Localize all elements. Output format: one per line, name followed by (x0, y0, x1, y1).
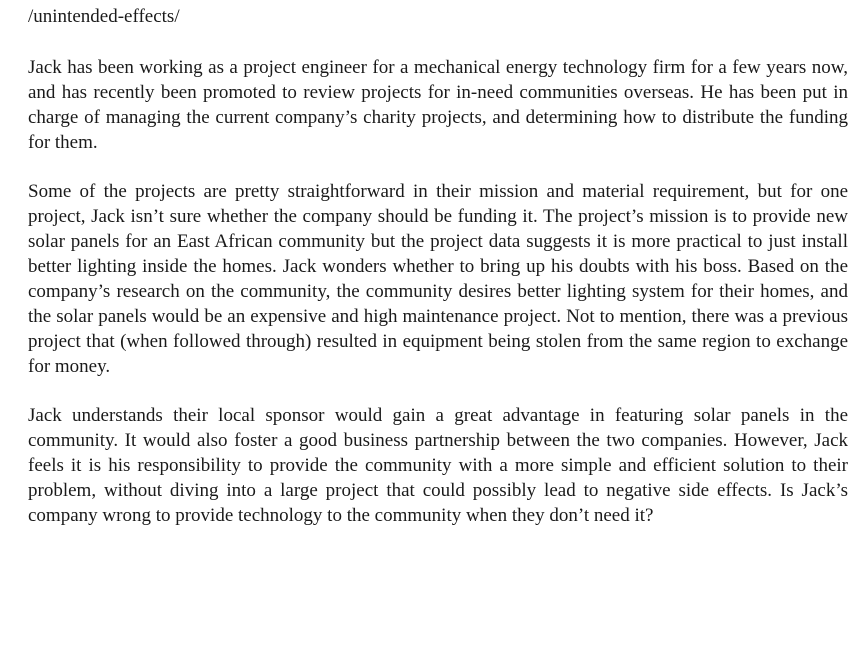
paragraph-2: Some of the projects are pretty straightforward in their mission and material requirement, but for one project, Jack isn’t sure whether the company should be funding it. The project’s mission is to provide new solar panels for an East African community but the project data suggests it is more practical to just install better lighting inside the homes. Jack wonders whether to bring up his doubts with his boss. Based on the company’s research on the community, the community desires better lighting system for their homes, and the solar panels would be an expensive and high maintenance project. Not to mention, there was a previous project that (when followed through) resulted in equipment being stolen from the same region to exchange for money. (28, 181, 848, 377)
paragraph-3: Jack understands their local sponsor would gain a great advantage in featuring solar panels in the community. It would also foster a good business partnership between the two companies. However, Jack feels it is his responsibility to provide the community with a more simple and efficient solution to their problem, without diving into a large project that could possibly lead to negative side effects. Is Jack’s company wrong to provide technology to the community when they don’t need it? (28, 405, 848, 526)
paragraph-1: Jack has been working as a project engineer for a mechanical energy technology firm for a few years now, and has recently been promoted to review projects for in-need communities overseas. He has been put in charge of managing the current company’s charity projects, and determining how to distribute the funding for them. (28, 57, 848, 153)
document-page (28, 4, 848, 552)
url-path: /unintended-effects/ (28, 6, 180, 27)
